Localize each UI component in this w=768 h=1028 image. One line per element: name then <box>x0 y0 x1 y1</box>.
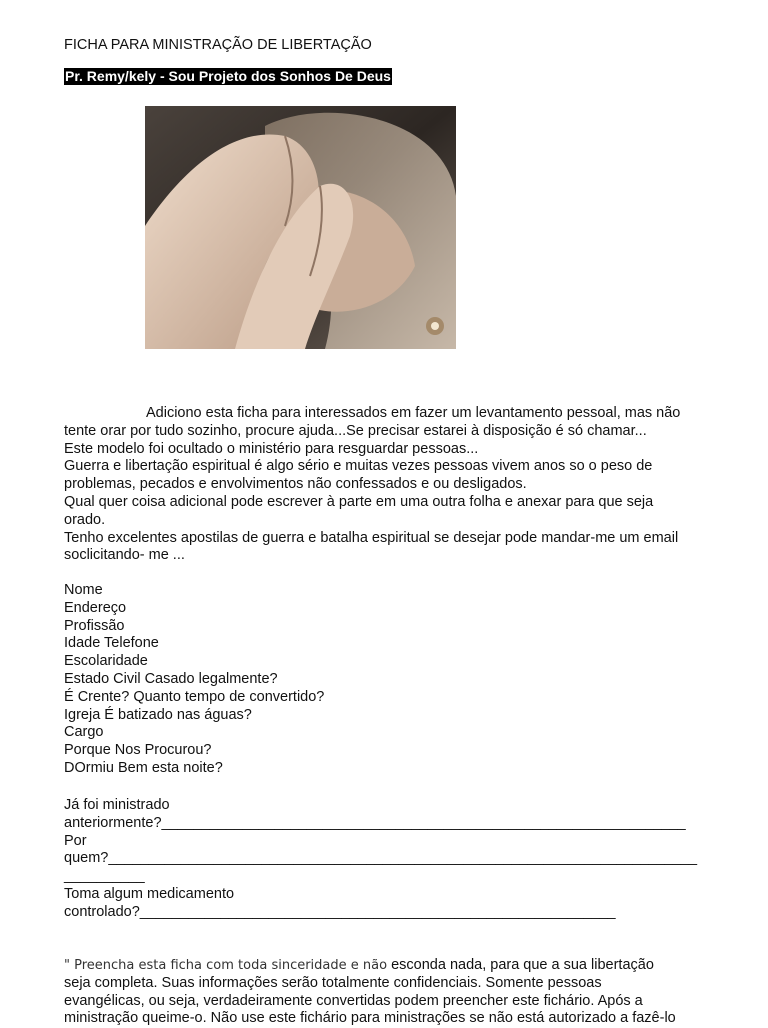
intro-line: Tenho excelentes apostilas de guerra e batalha espiritual se desejar pode mandar-me um email <box>64 529 679 546</box>
footnote-quote: " Preencha esta ficha com toda sinceridade e não <box>64 958 388 973</box>
question-blank-line: controlado?___________________________________________________________ <box>64 903 616 920</box>
footnote-text: esconda nada, para que a sua libertação <box>387 957 654 973</box>
field-label: É Crente? Quanto tempo de convertido? <box>64 688 325 705</box>
intro-paragraph <box>64 405 680 565</box>
intro-line: problemas, pecados e envolvimentos não confessados e ou desligados. <box>64 476 527 493</box>
question-blank-line: anteriormente?_________________________________________________________________ <box>64 814 686 831</box>
question-blank-line: quem?_________________________________________________________________________ <box>64 850 698 867</box>
intro-line: orado. <box>64 511 106 528</box>
field-label: Nome <box>64 582 103 598</box>
field-label: DOrmiu Bem esta noite? <box>64 759 223 776</box>
question-blank-line: __________ <box>64 868 145 885</box>
intro-line: Guerra e libertação espiritual é algo sério e muitas vezes pessoas vivem anos so o peso de <box>64 458 653 475</box>
question-line: Já foi ministrado <box>64 797 170 813</box>
field-label: Endereço <box>64 599 127 616</box>
field-label: Porque Nos Procurou? <box>64 742 212 759</box>
form-fields-list <box>64 582 324 778</box>
intro-line: soclicitando- me ... <box>64 547 185 564</box>
intro-line: Qual quer coisa adicional pode escrever à parte em uma outra folha e anexar para que seja <box>64 493 654 510</box>
praying-hands-image <box>145 106 456 349</box>
question-line: Toma algum medicamento <box>64 885 235 902</box>
field-label: Escolaridade <box>64 653 148 670</box>
footnote-line: ministração queime-o. Não use este fichário para ministrações se não está autorizado a fazê-lo <box>64 1010 676 1027</box>
field-label: Estado Civil Casado legalmente? <box>64 670 278 687</box>
intro-line: Este modelo foi ocultado o ministério para resguardar pessoas... <box>64 440 479 457</box>
intro-line: tente orar por tudo sozinho, procure ajuda...Se precisar estarei à disposição é só chamar... <box>64 422 647 439</box>
field-label: Cargo <box>64 724 104 741</box>
intro-line: Adiciono esta ficha para interessados em fazer um levantamento pessoal, mas não <box>146 405 681 421</box>
footnote-paragraph <box>64 957 676 1028</box>
praying-person-photo <box>145 106 456 349</box>
footnote-line: evangélicas, ou seja, verdadeiramente convertidas podem preencher este fichário. Após a <box>64 992 643 1009</box>
footnote-line: seja completa. Suas informações serão totalmente confidenciais. Somente pessoas <box>64 974 602 991</box>
field-label: Igreja É batizado nas águas? <box>64 706 252 723</box>
question-line: Por <box>64 832 87 849</box>
document-title: FICHA PARA MINISTRAÇÃO DE LIBERTAÇÃO <box>64 37 372 53</box>
field-label: Profissão <box>64 617 125 634</box>
field-label: Idade Telefone <box>64 635 159 652</box>
author-banner: Pr. Remy/kely - Sou Projeto dos Sonhos De Deus <box>65 68 391 84</box>
questions-block <box>64 797 697 922</box>
